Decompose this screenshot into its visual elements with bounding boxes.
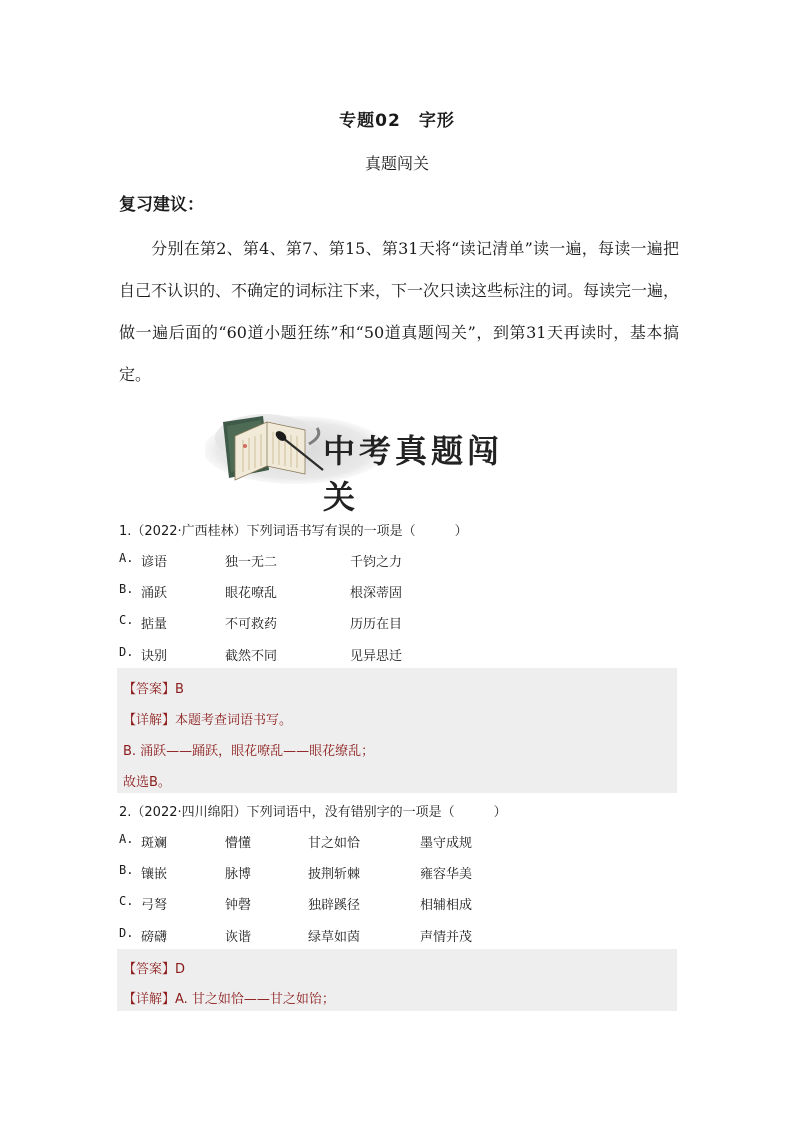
question-2-stem: 2.（2022·四川绵阳）下列词语中，没有错别字的一项是（ ） bbox=[119, 805, 507, 820]
q1-answer: 【答案】B bbox=[123, 682, 184, 697]
option-word: 千钧之力 bbox=[350, 555, 403, 570]
option-letter: B. bbox=[119, 582, 134, 596]
option-word: 独辟蹊径 bbox=[308, 898, 361, 913]
option-word: 脉博 bbox=[225, 867, 252, 882]
page-subtitle: 真题闯关 bbox=[364, 154, 429, 173]
option-word: 懵懂 bbox=[225, 836, 252, 851]
option-letter: B. bbox=[119, 863, 134, 877]
option-word: 截然不同 bbox=[225, 649, 278, 664]
option-letter: A. bbox=[119, 551, 134, 565]
option-word: 独一无二 bbox=[225, 555, 278, 570]
section-banner bbox=[205, 408, 535, 516]
option-word: 钟磬 bbox=[225, 898, 252, 913]
option-word: 涌跃 bbox=[141, 586, 168, 601]
option-word: 披荆斩棘 bbox=[308, 867, 361, 882]
review-paragraph bbox=[119, 228, 679, 396]
option-word: 雍容华美 bbox=[420, 867, 473, 882]
option-letter: C. bbox=[119, 894, 134, 908]
option-word: 诙谐 bbox=[225, 930, 252, 945]
option-word: 甘之如恰 bbox=[308, 836, 361, 851]
option-letter: A. bbox=[119, 832, 134, 846]
option-word: 眼花嘹乱 bbox=[225, 586, 278, 601]
option-word: 见异思迁 bbox=[350, 649, 403, 664]
option-letter: C. bbox=[119, 613, 134, 627]
option-word: 磅礴 bbox=[141, 930, 168, 945]
option-word: 斑斓 bbox=[141, 836, 168, 851]
option-word: 弓弩 bbox=[141, 898, 168, 913]
question-2-answer-box bbox=[117, 949, 677, 1011]
option-word: 谚语 bbox=[141, 555, 168, 570]
option-word: 历历在目 bbox=[350, 617, 403, 632]
q1-detail-2: B. 涌跃——踊跃，眼花嘹乱——眼花缭乱； bbox=[123, 744, 375, 759]
page-title: 专题02 字形 bbox=[339, 111, 455, 131]
option-word: 根深蒂固 bbox=[350, 586, 403, 601]
option-word: 掂量 bbox=[141, 617, 168, 632]
q1-detail-3: 故选B。 bbox=[123, 775, 171, 790]
option-word: 声情并茂 bbox=[420, 930, 473, 945]
review-heading: 复习建议： bbox=[119, 195, 204, 215]
option-word: 相辅相成 bbox=[420, 898, 473, 913]
q1-detail-1: 【详解】本题考查词语书写。 bbox=[123, 713, 293, 728]
banner-title: 中考真题闯关 bbox=[323, 432, 504, 516]
question-1-stem: 1.（2022·广西桂林）下列词语书写有误的一项是（ ） bbox=[119, 524, 468, 539]
option-word: 镶嵌 bbox=[141, 867, 168, 882]
q2-detail-1: 【详解】A. 甘之如恰——甘之如饴； bbox=[123, 992, 335, 1007]
option-word: 诀别 bbox=[141, 649, 168, 664]
review-text: 分别在第2、第4、第7、第15、第31天将“读记清单”读一遍，每读一遍把自己不认识的、不确定的词标注下来，下一次只读这些标注的词。每读完一遍，做一遍后面的“60道小题狂练”和“50道真题闯关”，到第31天再读时，基本搞定。 bbox=[119, 239, 680, 384]
q2-answer: 【答案】D bbox=[123, 962, 186, 977]
question-1-answer-box bbox=[117, 668, 677, 793]
option-letter: D. bbox=[119, 645, 134, 659]
option-word: 绿草如茵 bbox=[308, 930, 361, 945]
option-letter: D. bbox=[119, 926, 134, 940]
option-word: 不可救药 bbox=[225, 617, 278, 632]
option-word: 墨守成规 bbox=[420, 836, 473, 851]
